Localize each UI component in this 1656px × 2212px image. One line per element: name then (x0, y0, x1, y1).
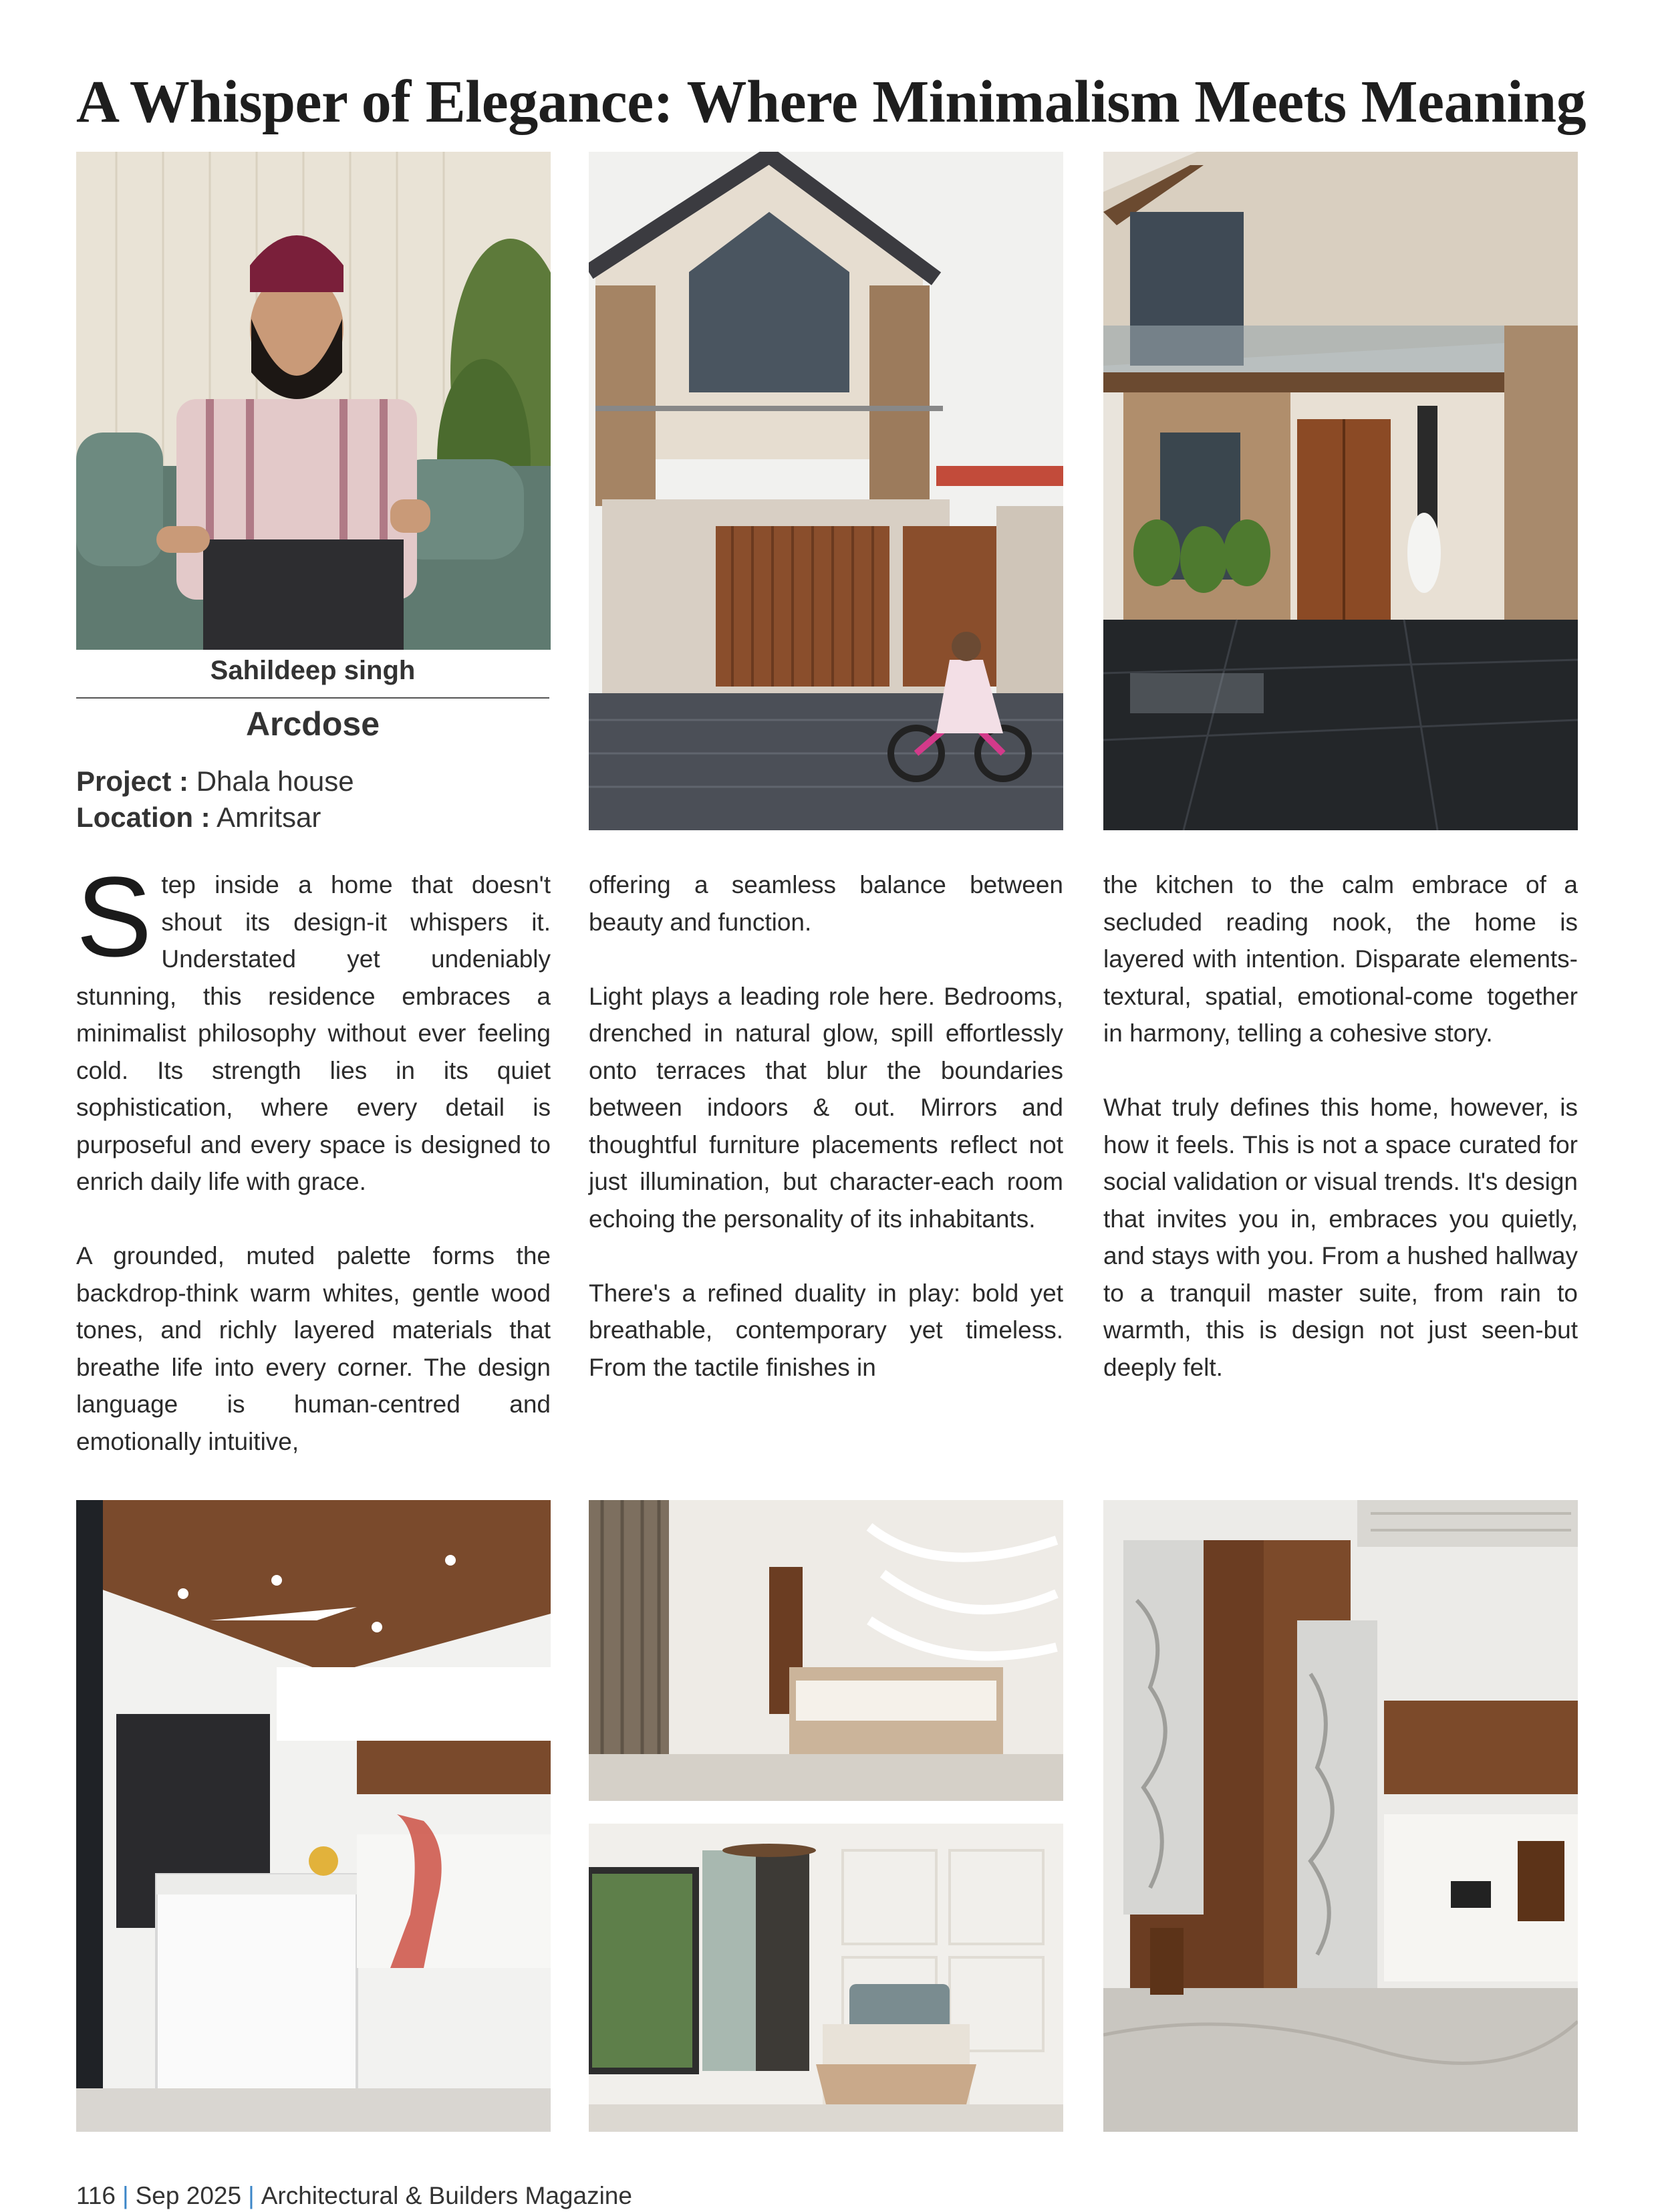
issue-date: Sep 2025 (135, 2182, 242, 2209)
paragraph: A grounded, muted palette forms the backdrop-think warm whites, gentle wood tones, and richly layered materials that breathe life into every corner. The design language is human-centred and emotionally intuitive, (76, 1242, 551, 1455)
footer-separator: | (122, 2182, 129, 2209)
house-entrance-photo (1103, 152, 1578, 830)
living-hall-photo (1103, 1500, 1578, 2132)
location-label: Location : (76, 802, 211, 833)
name-divider (76, 697, 549, 699)
paragraph: the kitchen to the calm embrace of a secluded reading nook, the home is layered with intention. Disparate elements-textural, spatial, emotional-come together in harmony, telling a cohesive story. (1103, 871, 1578, 1047)
drop-cap: S (76, 854, 152, 981)
paragraph: offering a seamless balance between beauty and function. (589, 871, 1063, 936)
paragraph: What truly defines this home, however, is how it feels. This is not a space curated for social validation or visual trends. It's design that invites you in, embraces you quietly, and stays with you. From a hushed hallway to a tranquil master suite, from rain to warmth, this is design not just seen-but deeply felt. (1103, 1094, 1578, 1381)
architect-name: Sahildeep singh (210, 656, 416, 685)
page-number: 116 (76, 2182, 116, 2209)
firm-name: Arcdose (245, 705, 380, 743)
article-column-2 (589, 866, 1063, 1386)
house-exterior-photo (589, 152, 1063, 830)
footer-separator: | (248, 2182, 255, 2209)
article-column-1 (76, 854, 551, 1460)
paragraph (76, 854, 551, 1201)
bedroom-photo-1 (589, 1500, 1063, 1801)
paragraph: Light plays a leading role here. Bedrooms, drenched in natural glow, spill effortlessly onto terraces that blur the boundaries between indoors & out. Mirrors and thoughtful furniture placements reflect not just illumination, but character-each room echoing the personality of its inhabitants. (589, 982, 1063, 1233)
location-value: Amritsar (217, 802, 321, 833)
project-value: Dhala house (196, 765, 354, 797)
architect-portrait-photo (76, 152, 551, 650)
bedroom-photo-2 (589, 1824, 1063, 2132)
project-label: Project : (76, 765, 189, 797)
article-column-3 (1103, 866, 1578, 1386)
paragraph: There's a refined duality in play: bold yet breathable, contemporary yet timeless. From the tactile finishes in (589, 1279, 1063, 1381)
page-footer (76, 2181, 632, 2211)
paragraph-text: tep inside a home that doesn't shout its design-it whispers it. Understated yet undeniably stunning, this residence embraces a minimalist philosophy without ever feeling cold. Its strength lies in its quiet sophistication, where every detail is purposeful and every space is designed to enrich daily life with grace. (76, 871, 551, 1195)
article-title: A Whisper of Elegance: Where Minimalism Meets Meaning (76, 69, 1586, 135)
magazine-name: Architectural & Builders Magazine (261, 2182, 632, 2209)
kitchen-photo (76, 1500, 551, 2132)
project-line (76, 763, 549, 800)
location-line (76, 800, 549, 836)
